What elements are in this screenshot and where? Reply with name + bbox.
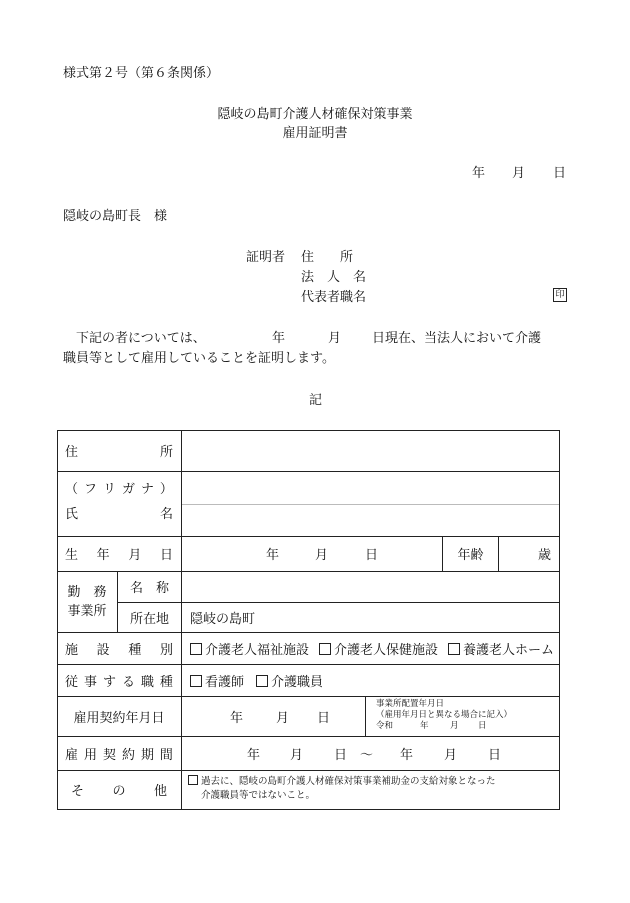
checkbox-care-worker[interactable]: 介護職員 [256,671,323,690]
checkbox-health-facility[interactable]: 介護老人保健施設 [319,639,438,658]
checkbox-box[interactable] [190,643,202,655]
age-unit: 歳 [537,548,551,563]
job-type-options [182,664,559,696]
header-date-day: 日 [553,166,567,181]
workplace-label: 勤 務 事業所 [67,584,107,619]
ki-heading: 記 [309,393,323,408]
checkbox-box[interactable] [190,675,202,687]
birth-day: 日 [365,548,379,563]
checkbox-nursing-home[interactable]: 養護老人ホーム [448,639,554,658]
checkbox-box[interactable] [448,643,460,655]
certifier-address-label: 住 所 [301,250,354,265]
name-label: 氏 名 [65,506,173,522]
name-field[interactable] [182,505,559,536]
workplace-name-field[interactable] [182,572,559,602]
addressee: 隠岐の島町長 様 [63,209,168,224]
furigana-field[interactable] [182,472,559,504]
birthdate-field[interactable] [182,536,442,571]
address-label: 住 所 [65,445,173,460]
checkbox-nurse[interactable]: 看護師 [190,671,244,690]
statement-year: 年 [272,331,286,346]
certifier-representative-label: 代表者職名 [301,290,367,305]
other-text-line2: 介護職員等ではないこと。 [201,790,316,801]
contract-period-field[interactable]: 年 月 日 ～ 年 月 日 [247,747,502,763]
contract-date-label: 雇用契約年月日 [73,710,165,726]
contract-day: 日 [317,710,331,726]
workplace-location-label: 所在地 [129,611,169,627]
statement-line2: 職員等として雇用していることを証明します。 [63,351,335,366]
workplace-location-field[interactable]: 隠岐の島町 [190,612,256,627]
workplace-name-label: 名 称 [129,581,169,596]
other-field [182,770,559,809]
document-title-line2: 雇用証明書 [282,126,348,141]
assignment-note-2: （雇用年月日と異なる場合に記入） [376,710,513,720]
certifier-corp-name-label: 法 人 名 [301,270,367,285]
furigana-label: （ フ リ ガ ナ ） [65,481,173,497]
checkbox-box[interactable] [256,675,268,687]
assignment-date-field[interactable]: 事業所配置年月日 （雇用年月日と異なる場合に記入） 令和 年 月 日 [376,699,513,731]
header-date-year: 年 [472,166,486,181]
birthdate-label: 生 年 月 日 [65,548,173,563]
birth-month: 月 [315,548,329,563]
statement-month: 月 [328,331,342,346]
statement-line1-a: 下記の者については、 [76,331,206,346]
age-field[interactable] [499,536,559,571]
other-label: そ の 他 [71,784,167,799]
checkbox-box[interactable] [319,643,331,655]
contract-year: 年 [230,710,244,726]
statement-line1-b: 日現在、当法人において介護 [372,331,542,346]
header-date-month: 月 [512,166,526,181]
contract-month: 月 [276,710,290,726]
employment-table [57,430,560,810]
other-text-line1[interactable]: 過去に、隠岐の島町介護人材確保対策事業補助金の支給対象となった [188,775,496,788]
birth-year: 年 [266,548,280,563]
form-number: 様式第２号（第６条関係） [63,66,220,81]
seal-mark: 印 [553,288,567,302]
contract-date-field[interactable] [182,696,365,736]
document-title-line1: 隠岐の島町介護人材確保対策事業 [217,107,413,122]
contract-period-label: 雇 用 契 約 期 間 [65,747,173,763]
checkbox-welfare-facility[interactable]: 介護老人福祉施設 [190,639,309,658]
facility-type-label: 施 設 種 別 [65,642,173,658]
facility-type-options [182,632,559,664]
job-type-label: 従 事 す る 職 種 [65,674,173,690]
address-field[interactable] [182,431,559,471]
assignment-note-1: 事業所配置年月日 [376,699,445,709]
age-label: 年齢 [457,548,484,563]
checkbox-box[interactable] [188,775,198,785]
certifier-label: 証明者 [246,250,286,265]
